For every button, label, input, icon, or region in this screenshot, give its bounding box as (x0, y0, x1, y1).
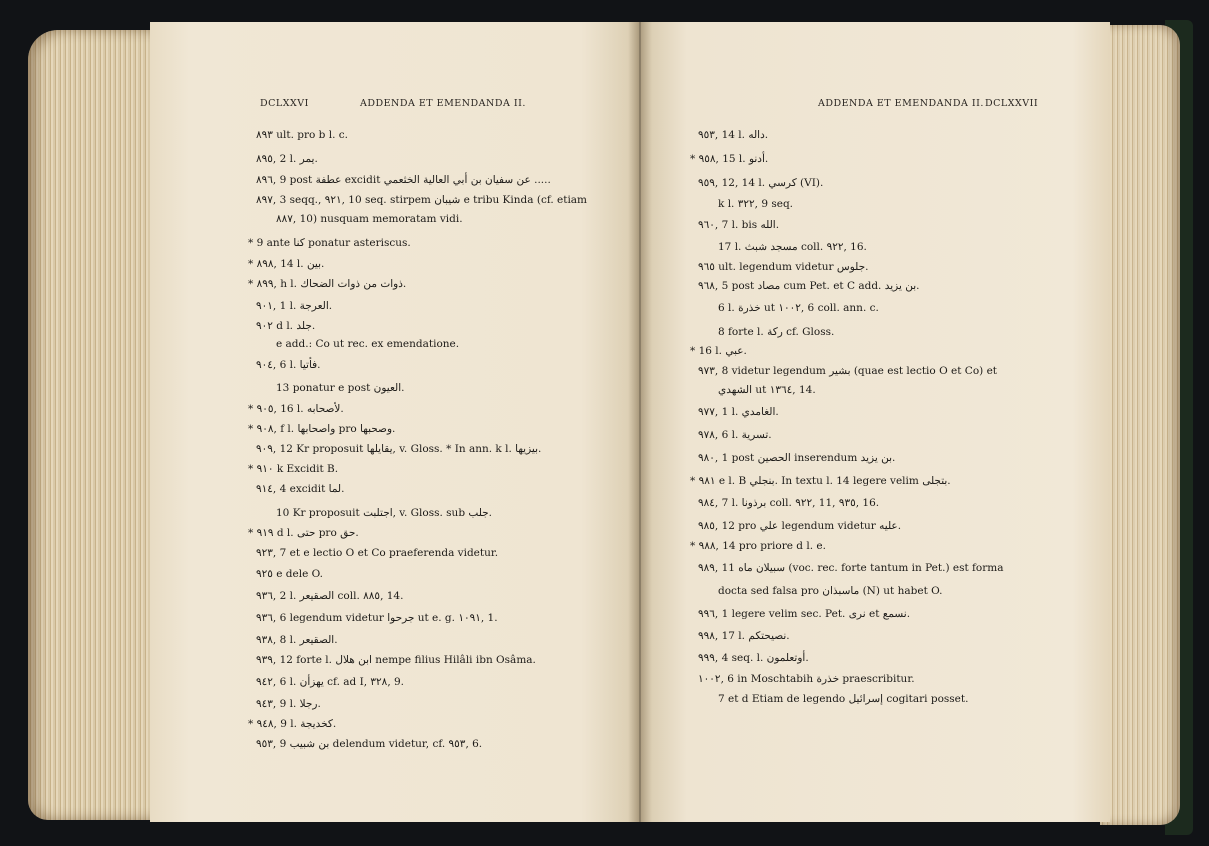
right-page-text-line: 17 l. مسجد شبث coll. ٩٢٢, 16. (718, 241, 867, 253)
right-page-text-line: ٩٩٩, 4 seq. l. أوتعلمون. (698, 652, 809, 664)
left-page-text-line: ٩٤٢, 6 l. يهزأن cf. ad I, ٣٢٨, 9. (256, 676, 405, 688)
left-page-text-line: ٩٢٣, 7 et e lectio O et Co praeferenda videtur. (256, 547, 499, 559)
left-page-text-line: 13 ponatur e post العيون. (276, 382, 405, 394)
right-page-text-line: ٩٦٥ ult. legendum videtur جلوس. (698, 261, 869, 273)
right-running-title: ADDENDA ET EMENDANDA II. (818, 98, 984, 109)
right-page-text-line: ٩٩٦, 1 legere velim sec. Pet. نرى et نسمع. (698, 608, 911, 620)
right-page-text-line: ٩٧٨, 6 l. تسرية. (698, 429, 772, 441)
left-page-text-line: * ٩٠٥, 16 l. لأصحابه. (248, 403, 344, 415)
left-page-text-line: ٩٣٦, 2 l. الصقيعر coll. ٨٨٥, 14. (256, 590, 404, 602)
left-page-text-line: ٩٥٣, 9 بن شبيب delendum videtur, cf. ٩٥٣, 6. (256, 738, 483, 750)
right-page-text-line: docta sed falsa pro ماسبذان (N) ut habet O. (718, 585, 943, 597)
right-page-text-line: ٩٨٤, 7 l. برذونا coll. ٩٢٢, 11, ٩٣٥, 16. (698, 497, 880, 509)
left-page-text-line: * ٩٤٨, 9 l. كخديجة. (248, 718, 337, 730)
left-page-text-line: 10 Kr proposuit اجتلبت, v. Gloss. sub جلب. (276, 507, 493, 519)
right-page-text-line: 7 et d Etiam de legendo إسرائيل cogitari posset. (718, 693, 969, 705)
right-page-text-line: ٩٨٩, 11 سبيلان ماه (voc. rec. forte tantum in Pet.) est forma (698, 562, 1004, 574)
left-page-text-line: * 9 ante كنا ponatur asteriscus. (248, 237, 411, 249)
right-page-text-line: ٩٦٠, 7 l. bis الله. (698, 219, 780, 231)
left-page-text-line: ٨٩٧, 3 seqq., ٩٢١, 10 seq. stirpem شيبان e tribu Kinda (cf. etiam (256, 194, 588, 206)
right-page-text-line: الشهدي ut ١٣٦٤, 14. (718, 384, 816, 396)
left-page-text-line: ٨٩٥, 2 l. يمر. (256, 153, 318, 165)
right-page-text-line: ٩٧٣, 8 videtur legendum بشير (quae est lectio O et Co) et (698, 365, 998, 377)
left-running-title: ADDENDA ET EMENDANDA II. (360, 98, 526, 109)
right-page-text-line: 6 l. خذرة ut ١٠٠٢, 6 coll. ann. c. (718, 302, 879, 314)
right-page-text-line: ٩٥٣, 14 l. داله. (698, 129, 769, 141)
left-page-text-line: * ٩٠٨, f l. واصحابها pro وصحبها. (248, 423, 396, 435)
right-page-number: DCLXXVII (985, 98, 1039, 109)
right-page-text-line: ٩٨٠, 1 post الحصين inserendum بن يزيد. (698, 452, 896, 464)
right-page-text-line: * ٩٥٨, 15 l. أدنو. (690, 153, 769, 165)
left-page-block-edges (28, 30, 168, 820)
right-page-text-line: * ٩٨١ e l. B بنجلي. In textu l. 14 legere velim بتجلى. (690, 475, 951, 487)
right-page-block-edges (1100, 25, 1180, 825)
left-page-text-line: * ٨٩٩, h l. ذوات من ذوات الضحاك. (248, 278, 407, 290)
left-page-text-line: ٨٨٧, 10) nusquam memoratam vidi. (276, 213, 463, 225)
left-page-text-line: ٩٠٤, 6 l. فأتيا. (256, 359, 321, 371)
left-page-text-line: e add.: Co ut rec. ex emendatione. (276, 338, 460, 350)
left-page-text-line: * ٨٩٨, 14 l. بين. (248, 258, 325, 270)
book-gutter (628, 22, 652, 822)
right-page-text-line: k l. ٣٢٢, 9 seq. (718, 198, 794, 210)
right-page-text-line: 8 forte l. ركة cf. Gloss. (718, 326, 835, 338)
right-page-text-line: ٩٦٨, 5 post مصاد cum Pet. et C add. بن يزيد. (698, 280, 920, 292)
left-page-number: DCLXXVI (260, 98, 309, 109)
left-page-text-line: ٩٣٨, 8 l. الصقيعر. (256, 634, 338, 646)
left-page-text-line: ٩٣٩, 12 forte l. ابن هلال nempe filius Hilâli ibn Osâma. (256, 654, 536, 666)
right-page-text-line: ٩٥٩, 12, 14 l. كرسي (VI). (698, 177, 824, 189)
right-page-text-line: ١٠٠٢, 6 in Moschtabih خذرة praescribitur. (698, 673, 915, 685)
left-page-text-line: ٩٤٣, 9 l. رجلا. (256, 698, 321, 710)
left-page-text-line: ٩٢٥ e dele O. (256, 568, 323, 580)
left-page-text-line: ٩٠١, 1 l. العرجة. (256, 300, 333, 312)
right-page-text-line: ٩٨٥, 12 pro علي legendum videtur عليه. (698, 520, 902, 532)
left-page-text-line: ٩٠٩, 12 Kr proposuit يقايلها, v. Gloss. * In ann. k l. بيزيها. (256, 443, 542, 455)
left-page-text-line: ٩١٤, 4 excidit لما. (256, 483, 345, 495)
left-page-text-line: ٨٩٣ ult. pro b l. c. (256, 129, 348, 141)
right-page-text-line: ٩٧٧, 1 l. الغامدي. (698, 406, 779, 418)
left-page-text-line: * ٩١٩ d l. حتى pro حق. (248, 527, 359, 539)
left-page-text-line: ٩٠٢ d l. جلد. (256, 320, 316, 332)
right-page-text-line: * ٩٨٨, 14 pro priore d l. e. (690, 540, 826, 552)
left-page-text-line: * ٩١٠ k Excidit B. (248, 463, 339, 475)
left-page-text-line: ٨٩٦, 9 post عطفة excidit عن سفيان بن أبي العالية الخثعمي ..... (256, 174, 551, 186)
right-page (640, 22, 1110, 822)
left-page (150, 22, 640, 822)
right-page-text-line: ٩٩٨, 17 l. نصيحتكم. (698, 630, 790, 642)
right-page-text-line: * 16 l. عبي. (690, 345, 747, 357)
left-page-text-line: ٩٣٦, 6 legendum videtur جرحوا ut e. g. ١٠٩١, 1. (256, 612, 498, 624)
